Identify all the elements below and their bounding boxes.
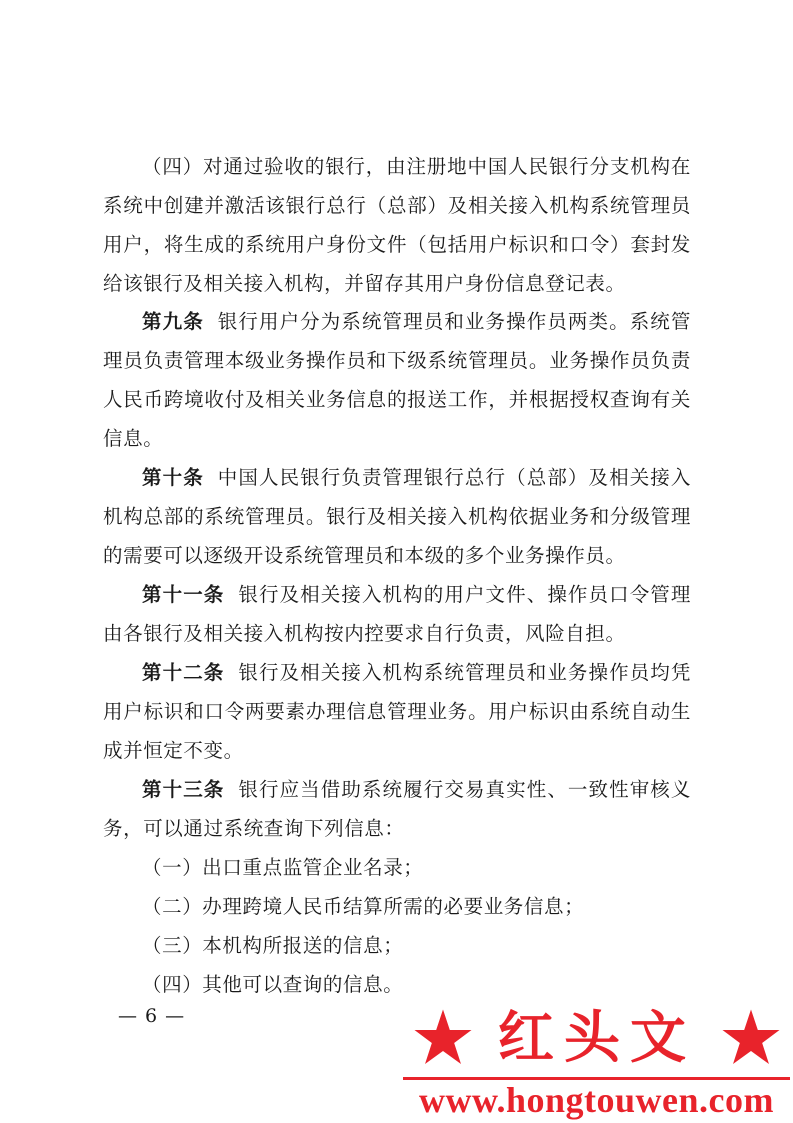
- paragraph-article-9: [103, 302, 691, 458]
- article-number: 第十一条: [142, 583, 225, 606]
- star-icon: [720, 1007, 782, 1069]
- article-number: 第十三条: [142, 778, 225, 801]
- watermark-logo: [412, 1003, 782, 1073]
- article-number: 第十条: [142, 466, 204, 489]
- paragraph-text: 银行用户分为系统管理员和业务操作员两类。系统管理员负责管理本级业务操作员和下级系统管理员。业务操作员负责人民币跨境收付及相关业务信息的报送工作，并根据授权查询有关信息。: [103, 310, 691, 450]
- list-item: （一）出口重点监管企业名录；: [142, 856, 424, 879]
- paragraph-text: 银行及相关接入机构的用户文件、操作员口令管理由各银行及相关接入机构按内控要求自行负责，风险自担。: [103, 583, 691, 645]
- paragraph-article-11: [103, 575, 691, 653]
- list-item: （三）本机构所报送的信息；: [142, 934, 404, 957]
- star-icon: [412, 1007, 474, 1069]
- list-item: （四）其他可以查询的信息。: [142, 973, 404, 996]
- paragraph-article-10: [103, 458, 691, 575]
- page-number: — 6 —: [118, 1005, 186, 1027]
- paragraph-article-12: [103, 653, 691, 770]
- paragraph-text: 银行应当借助系统履行交易真实性、一致性审核义务，可以通过系统查询下列信息：: [103, 778, 691, 840]
- list-item: （二）办理跨境人民币结算所需的必要业务信息；: [142, 895, 585, 918]
- paragraph-clause-4: [103, 147, 691, 303]
- article-number: 第十二条: [142, 661, 225, 684]
- paragraph-article-13: [103, 770, 691, 848]
- paragraph-text: （四）对通过验收的银行，由注册地中国人民银行分支机构在系统中创建并激活该银行总行（总部）及相关接入机构系统管理员用户，将生成的系统用户身份文件（包括用户标识和口令）套封发给该银行及相关接入机构，并留存其用户身份信息登记表。: [103, 155, 691, 295]
- article-number: 第九条: [142, 310, 204, 333]
- paragraph-text: 银行及相关接入机构系统管理员和业务操作员均凭用户标识和口令两要素办理信息管理业务。用户标识由系统自动生成并恒定不变。: [103, 661, 691, 762]
- paragraph-text: 中国人民银行负责管理银行总行（总部）及相关接入机构总部的系统管理员。银行及相关接入机构依据业务和分级管理的需要可以逐级开设系统管理员和本级的多个业务操作员。: [103, 466, 691, 567]
- watermark-title: 红头文: [498, 1005, 696, 1071]
- watermark-url: www.hongtouwen.com: [418, 1080, 775, 1120]
